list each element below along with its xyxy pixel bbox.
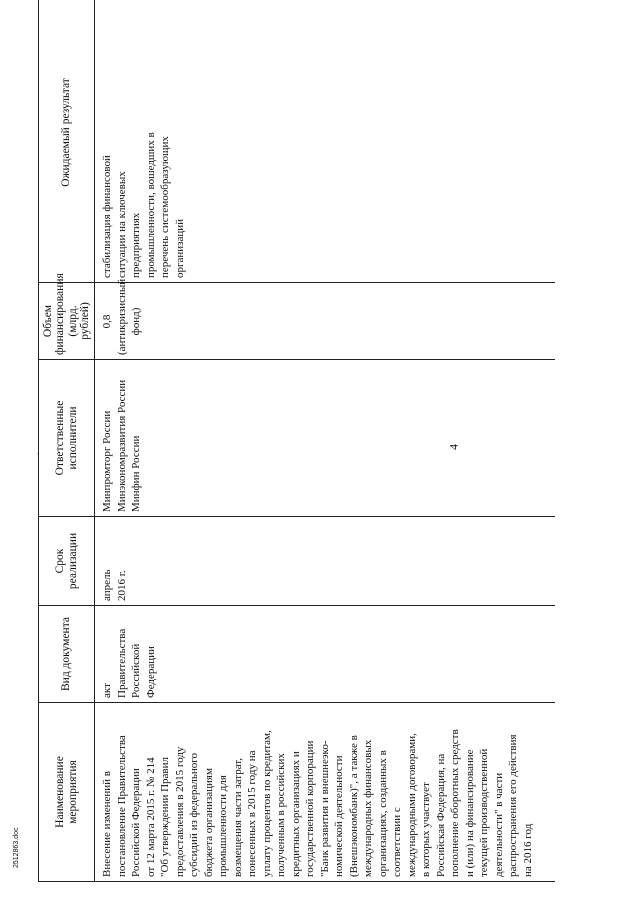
table-row [95, 0, 556, 882]
cell-document-type: акт Правительства Российской Федерации [95, 606, 556, 703]
header-funding: Объем финансирования (млрд. рублей) [39, 283, 95, 360]
measures-table [38, 0, 555, 882]
cell-term: апрель 2016 г. [95, 517, 556, 606]
cell-result: стабилизация финансовой ситуации на ключевых предприятиях промышленности, вошедших в перечень системообразующих организаций [95, 0, 556, 283]
cell-name: Внесение изменений в постановление Правительства Российской Федерации от 12 марта 2015 г. № 214 "Об утверждении Правил предоставления в 2015 году субсидий из федерального бюджета организациям промышленности для возмещения части затрат, понесенных в 2015 году на уплату процентов по кредитам, полученным в российских кредитных организациях и государственной корпорации "Банк развития и внешнеэко- номической деятельности (Внешэкономбанк)", а также в международных финансовых организациях, созданных в соответствии с международными договорами, в которых участвует Российская Федерация, на пополнение оборотных средств и (или) на финансирование текущей производственной деятельности" в части распространения его действия на 2016 год [95, 703, 556, 882]
header-result: Ожидаемый результат [39, 0, 95, 283]
document-code: 2512863.doc [13, 827, 20, 868]
cell-funding: 0,8 (антикризисный фонд) [95, 283, 556, 360]
header-executors: Ответственные исполнители [39, 360, 95, 517]
header-document-type: Вид документа [39, 606, 95, 703]
header-term: Срок реализации [39, 517, 95, 606]
page-number: 4 [446, 444, 461, 450]
measures-table-sheet [38, 37, 558, 882]
header-name: Наименование мероприятия [39, 703, 95, 882]
cell-executors: Минпромторг России Минэкономразвития России Минфин России [95, 360, 556, 517]
table-header-row [39, 0, 95, 882]
